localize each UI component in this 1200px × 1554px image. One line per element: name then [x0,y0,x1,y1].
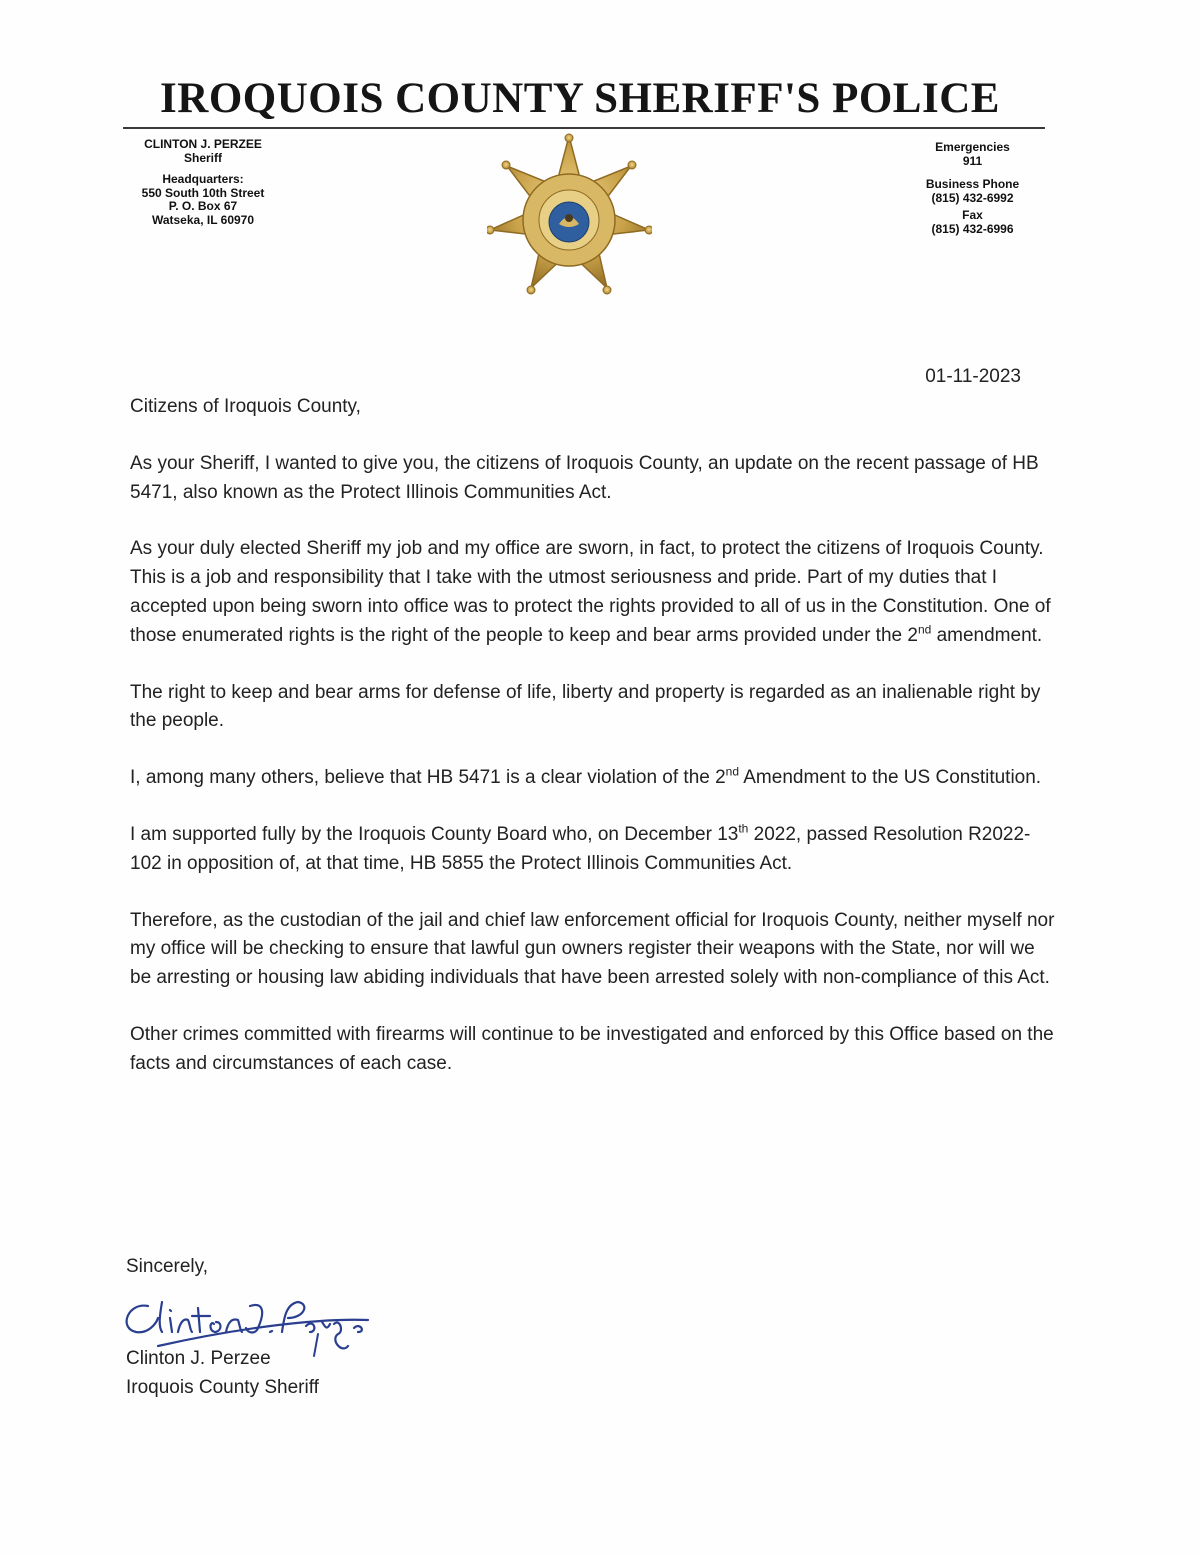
letter-date: 01-11-2023 [925,366,1021,387]
emergency-label: Emergencies [935,140,1010,154]
signer-block [126,1344,319,1402]
paragraph-6: Therefore, as the custodian of the jail and chief law enforcement official for Iroquois County, neither myself nor my office will be checking to ensure that lawful gun owners register their weapons with the State, nor will we be arresting or housing law abiding individuals that have been arrested solely with non-compliance of this Act. [130,909,1055,989]
paragraph-3: The right to keep and bear arms for defense of life, liberty and property is regarded as an inalienable right by the people. [130,681,1041,732]
paragraph-5: I am supported fully by the Iroquois County Board who, on December 13th 2022, passed Resolution R2022-102 in opposition of, at that time, HB 5855 the Protect Illinois Communities Act. [130,821,1031,874]
sheriff-role: Sheriff [183,150,222,165]
sheriff-contact-block [118,138,288,227]
paragraph-7: Other crimes committed with firearms will continue to be investigated and enforced by this Office based on the facts and circumstances of each case. [130,1023,1054,1074]
letterhead-divider [123,127,1045,129]
salutation: Citizens of Iroquois County, [130,396,361,417]
signer-name: Clinton J. Perzee [126,1348,271,1369]
closing: Sincerely, [126,1256,209,1277]
business-phone-label: Business Phone [925,177,1020,191]
sheriff-star-badge-icon [487,132,652,304]
signer-title: Iroquois County Sheriff [126,1377,319,1398]
hq-po-box: P. O. Box 67 [168,199,238,213]
paragraph-2: As your duly elected Sheriff my job and my office are sworn, in fact, to protect the citizens of Iroquois County. This is a job and responsibility that I take with the utmost seriousness and pride. Part of my duties that I accepted upon being sworn into office was to protect the rights provided to all of us in the Constitution. One of those enumerated rights is the right of the people to keep and bear arms provided under the 2nd amendment. [130,538,1051,646]
business-phone-number: (815) 432-6992 [931,190,1014,205]
phone-contact-block [900,141,1045,236]
fax-label: Fax [962,208,983,222]
hq-city: Watseka, IL 60970 [151,212,255,227]
hq-street: 550 South 10th Street [141,185,265,200]
letter-body [130,393,1060,1107]
sheriff-name: CLINTON J. PERZEE [144,137,262,151]
headquarters-label: Headquarters: [162,172,244,186]
fax-number: (815) 432-6996 [931,221,1014,236]
paragraph-4: I, among many others, believe that HB 5471 is a clear violation of the 2nd Amendment to the US Constitution. [130,764,1042,789]
emergency-number: 911 [962,153,983,168]
paragraph-1: As your Sheriff, I wanted to give you, the citizens of Iroquois County, an update on the recent passage of HB 5471, also known as the Protect Illinois Communities Act. [130,452,1039,503]
letterhead-title: IROQUOIS COUNTY SHERIFF'S POLICE [160,75,1000,122]
